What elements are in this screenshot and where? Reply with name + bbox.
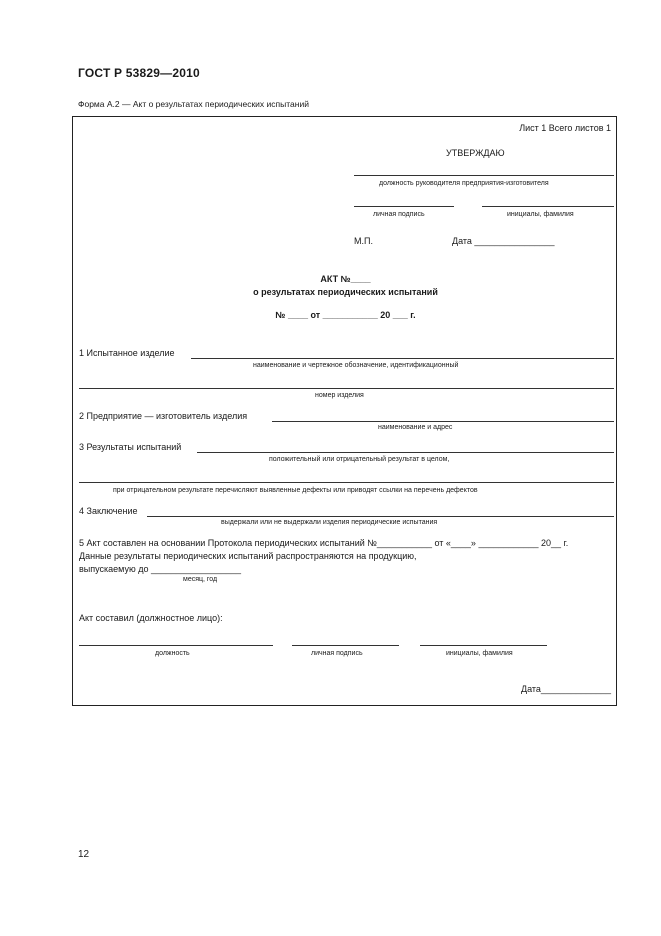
compiler-signature-line[interactable] <box>292 645 399 646</box>
item5-hint: месяц, год <box>183 576 218 583</box>
approve-heading: УТВЕРЖДАЮ <box>446 148 505 158</box>
item1-label: 1 Испытанное изделие <box>79 348 175 358</box>
compiler-signature-hint: личная подпись <box>311 650 363 657</box>
item4-hint: выдержали или не выдержали изделия периодические испытания <box>221 519 438 526</box>
item3-field-2[interactable] <box>79 482 614 483</box>
item5-line1: 5 Акт составлен на основании Протокола периодических испытаний №___________ от «____» ____________ 20__ г. <box>79 538 569 548</box>
compiler-position-line[interactable] <box>79 645 273 646</box>
approver-position-hint: должность руководителя предприятия-изготовителя <box>379 180 549 187</box>
sheet-info: Лист 1 Всего листов 1 <box>519 123 611 133</box>
bottom-date-field[interactable]: Дата______________ <box>520 684 611 694</box>
act-form <box>72 116 617 706</box>
item1-hint-2: номер изделия <box>315 392 364 399</box>
approver-initials-line[interactable] <box>482 206 614 207</box>
act-subtitle: о результатах периодических испытаний <box>253 287 438 297</box>
item1-field[interactable] <box>191 358 614 359</box>
item3-field[interactable] <box>197 452 614 453</box>
act-number-date: № ____ от ___________ 20 ___ г. <box>275 310 416 320</box>
compiler-initials-hint: инициалы, фамилия <box>446 650 513 657</box>
item3-hint: положительный или отрицательный результат в целом, <box>269 456 450 463</box>
compiled-by-label: Акт составил (должностное лицо): <box>79 613 223 623</box>
stamp-label: М.П. <box>354 236 373 246</box>
approver-signature-hint: личная подпись <box>373 211 425 218</box>
item2-field[interactable] <box>272 421 614 422</box>
approver-signature-line[interactable] <box>354 206 454 207</box>
item4-field[interactable] <box>147 516 614 517</box>
item3-label: 3 Результаты испытаний <box>79 442 182 452</box>
item2-label: 2 Предприятие — изготовитель изделия <box>79 411 248 421</box>
compiler-position-hint: должность <box>155 650 190 657</box>
page-number: 12 <box>78 849 90 860</box>
item3-hint-2: при отрицательном результате перечисляют выявленные дефекты или приводят ссылки на перечень дефектов <box>113 487 478 494</box>
approver-position-line[interactable] <box>354 175 614 176</box>
approver-initials-hint: инициалы, фамилия <box>507 211 574 218</box>
item1-hint: наименование и чертежное обозначение, идентификационный <box>253 362 459 369</box>
item5-line2: Данные результаты периодических испытаний распространяются на продукцию, <box>79 551 417 561</box>
act-title: АКТ №____ <box>320 274 371 284</box>
compiler-initials-line[interactable] <box>420 645 547 646</box>
standard-number: ГОСТ Р 53829—2010 <box>78 66 200 80</box>
item1-field-2[interactable] <box>79 388 614 389</box>
approval-date-field[interactable]: Дата ________________ <box>452 236 555 246</box>
item2-hint: наименование и адрес <box>378 424 453 431</box>
form-caption: Форма А.2 — Акт о результатах периодических испытаний <box>78 99 309 109</box>
item4-label: 4 Заключение <box>79 506 138 516</box>
item5-line3: выпускаемую до __________________ <box>79 564 242 574</box>
